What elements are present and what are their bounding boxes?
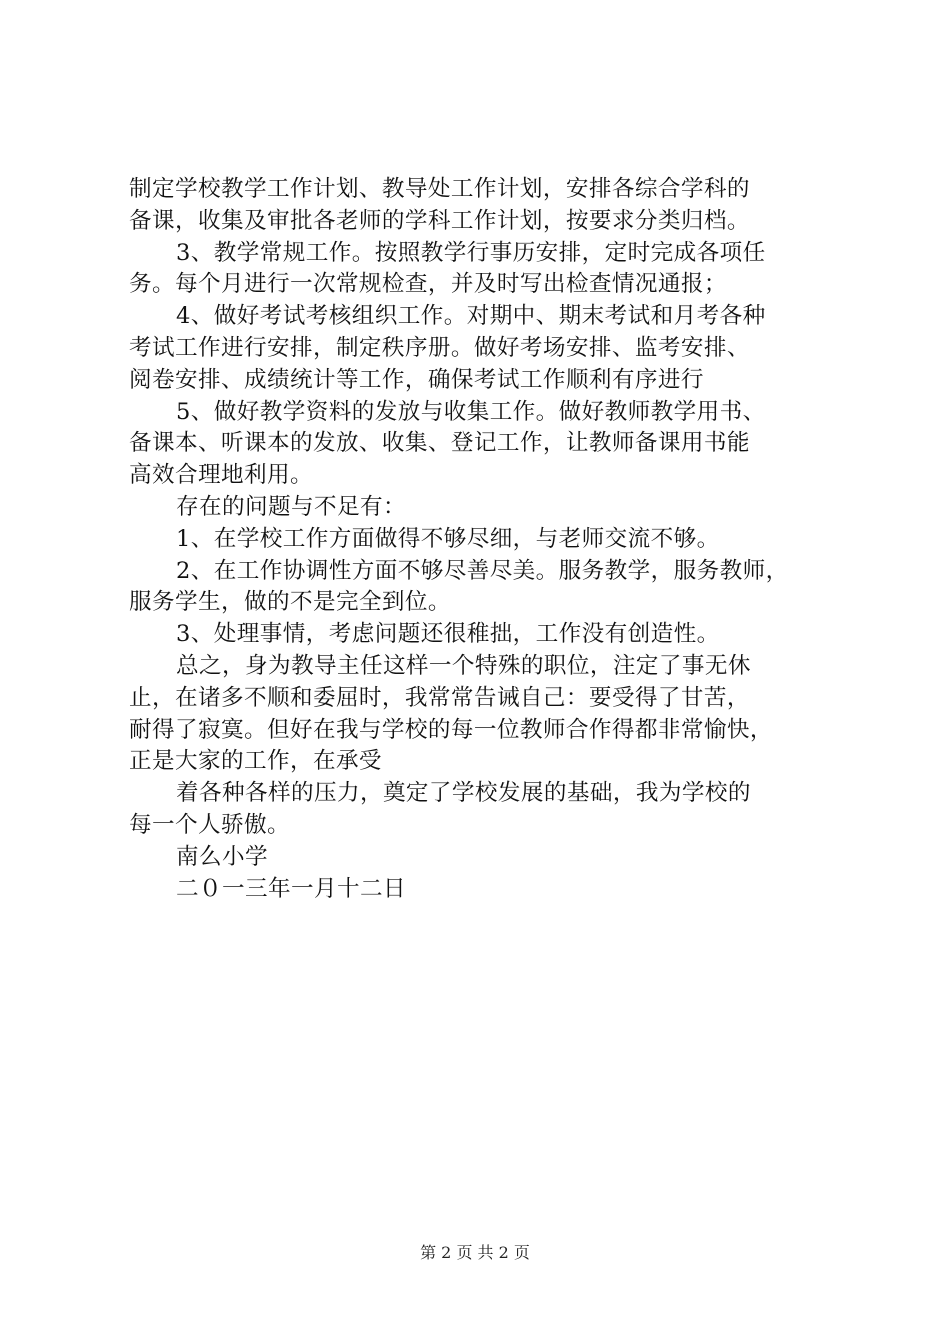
text-line: 务。每个月进行一次常规检查，并及时写出检查情况通报； <box>129 271 727 298</box>
text-line: 耐得了寂寞。但好在我与学校的每一位教师合作得都非常愉快， <box>129 716 773 743</box>
signature-date: 二０一三年一月十二日 <box>176 875 406 902</box>
text-line: 服务学生，做的不是完全到位。 <box>129 589 451 616</box>
text-line: 阅卷安排、成绩统计等工作，确保考试工作顺利有序进行 <box>129 366 704 393</box>
text-line: 正是大家的工作，在承受 <box>129 748 382 775</box>
text-line: 5、做好教学资料的发放与收集工作。做好教师教学用书、 <box>176 398 766 425</box>
page-footer <box>0 1243 950 1263</box>
text-line: 着各种各样的压力，奠定了学校发展的基础，我为学校的 <box>176 780 751 807</box>
text-line: 3、处理事情，考虑问题还很稚拙，工作没有创造性。 <box>176 621 720 648</box>
text-line: 存在的问题与不足有： <box>176 493 406 520</box>
text-line: 制定学校教学工作计划、教导处工作计划，安排各综合学科的 <box>129 176 750 202</box>
text-line: 高效合理地利用。 <box>129 462 313 489</box>
text-line: 2、在工作协调性方面不够尽善尽美。服务教学，服务教师， <box>176 557 789 584</box>
text-line: 考试工作进行安排，制定秩序册。做好考场安排、监考安排、 <box>129 334 750 361</box>
page-number: 第 2 页 共 2 页 <box>420 1243 530 1262</box>
text-line: 备课本、听课本的发放、收集、登记工作，让教师备课用书能 <box>129 430 750 457</box>
text-line: 3、教学常规工作。按照教学行事历安排，定时完成各项任 <box>176 239 766 266</box>
text-line: 4、做好考试考核组织工作。对期中、期末考试和月考各种 <box>176 303 766 330</box>
document-body <box>129 174 834 905</box>
signature-school: 南么小学 <box>176 843 268 870</box>
text-line: 备课，收集及审批各老师的学科工作计划，按要求分类归档。 <box>129 207 750 234</box>
text-line: 总之，身为教导主任这样一个特殊的职位，注定了事无休 <box>176 652 751 679</box>
text-line: 1、在学校工作方面做得不够尽细，与老师交流不够。 <box>176 525 720 552</box>
text-line: 每一个人骄傲。 <box>129 811 290 838</box>
text-line: 止，在诸多不顺和委屈时，我常常告诫自己：要受得了甘苦， <box>129 684 750 711</box>
